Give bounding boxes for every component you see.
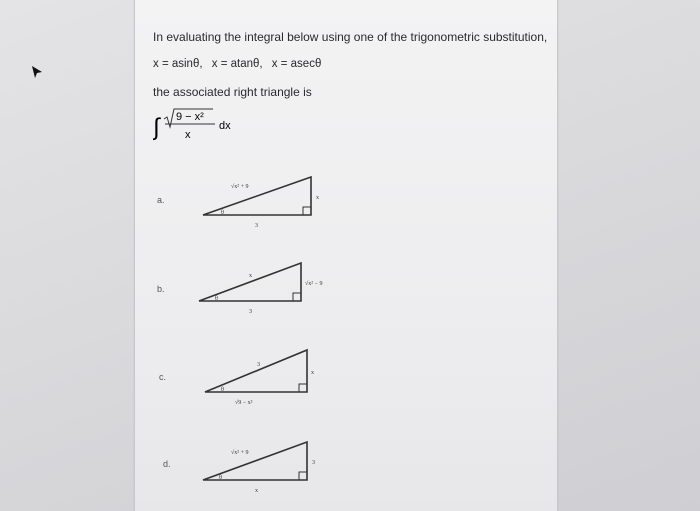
option-c-angle: θ xyxy=(221,387,224,393)
option-a-label[interactable]: a. xyxy=(157,195,165,205)
option-c-hyp: 3 xyxy=(257,362,260,368)
option-c-label[interactable]: c. xyxy=(159,372,167,382)
option-a-triangle[interactable] xyxy=(199,175,329,235)
option-d-angle: θ xyxy=(219,475,222,481)
integral-expression xyxy=(153,107,273,147)
mouse-pointer-icon xyxy=(30,64,44,80)
substitution-sec: x = asecθ xyxy=(271,58,322,70)
integral-numerator: 9 − x² xyxy=(176,111,204,123)
option-a-opp: x xyxy=(316,195,319,201)
option-d-opp: 3 xyxy=(312,460,315,466)
option-b-triangle[interactable] xyxy=(195,255,335,320)
question-card xyxy=(134,0,558,511)
question-text: In evaluating the integral below using one of the trigonometric substitution, xyxy=(153,30,548,44)
option-b-adj: 3 xyxy=(249,309,252,315)
option-c-adj: √9 − x² xyxy=(235,400,253,406)
option-d-triangle[interactable] xyxy=(199,438,329,496)
integral-dx: dx xyxy=(219,120,231,132)
question-lead: the associated right triangle is xyxy=(153,85,312,99)
option-a-hyp: √x² + 9 xyxy=(231,184,249,190)
substitution-sin: x = asinθ, xyxy=(153,58,203,70)
option-b-angle: θ xyxy=(215,296,218,302)
option-c-opp: x xyxy=(311,370,314,376)
option-c-triangle[interactable] xyxy=(201,340,331,410)
integral-denominator: x xyxy=(185,129,191,141)
option-a-angle: θ xyxy=(221,210,224,216)
option-b-hyp: x xyxy=(249,273,252,279)
option-d-label[interactable]: d. xyxy=(163,459,171,469)
option-b-label[interactable]: b. xyxy=(157,284,165,294)
substitution-list xyxy=(153,58,327,70)
substitution-tan: x = atanθ, xyxy=(211,58,263,70)
integral-sign: ∫ xyxy=(153,114,160,141)
option-d-adj: x xyxy=(255,488,258,494)
option-d-hyp: √x² + 9 xyxy=(231,450,249,456)
option-b-opp: √x² − 9 xyxy=(305,281,323,287)
option-a-adj: 3 xyxy=(255,223,258,229)
